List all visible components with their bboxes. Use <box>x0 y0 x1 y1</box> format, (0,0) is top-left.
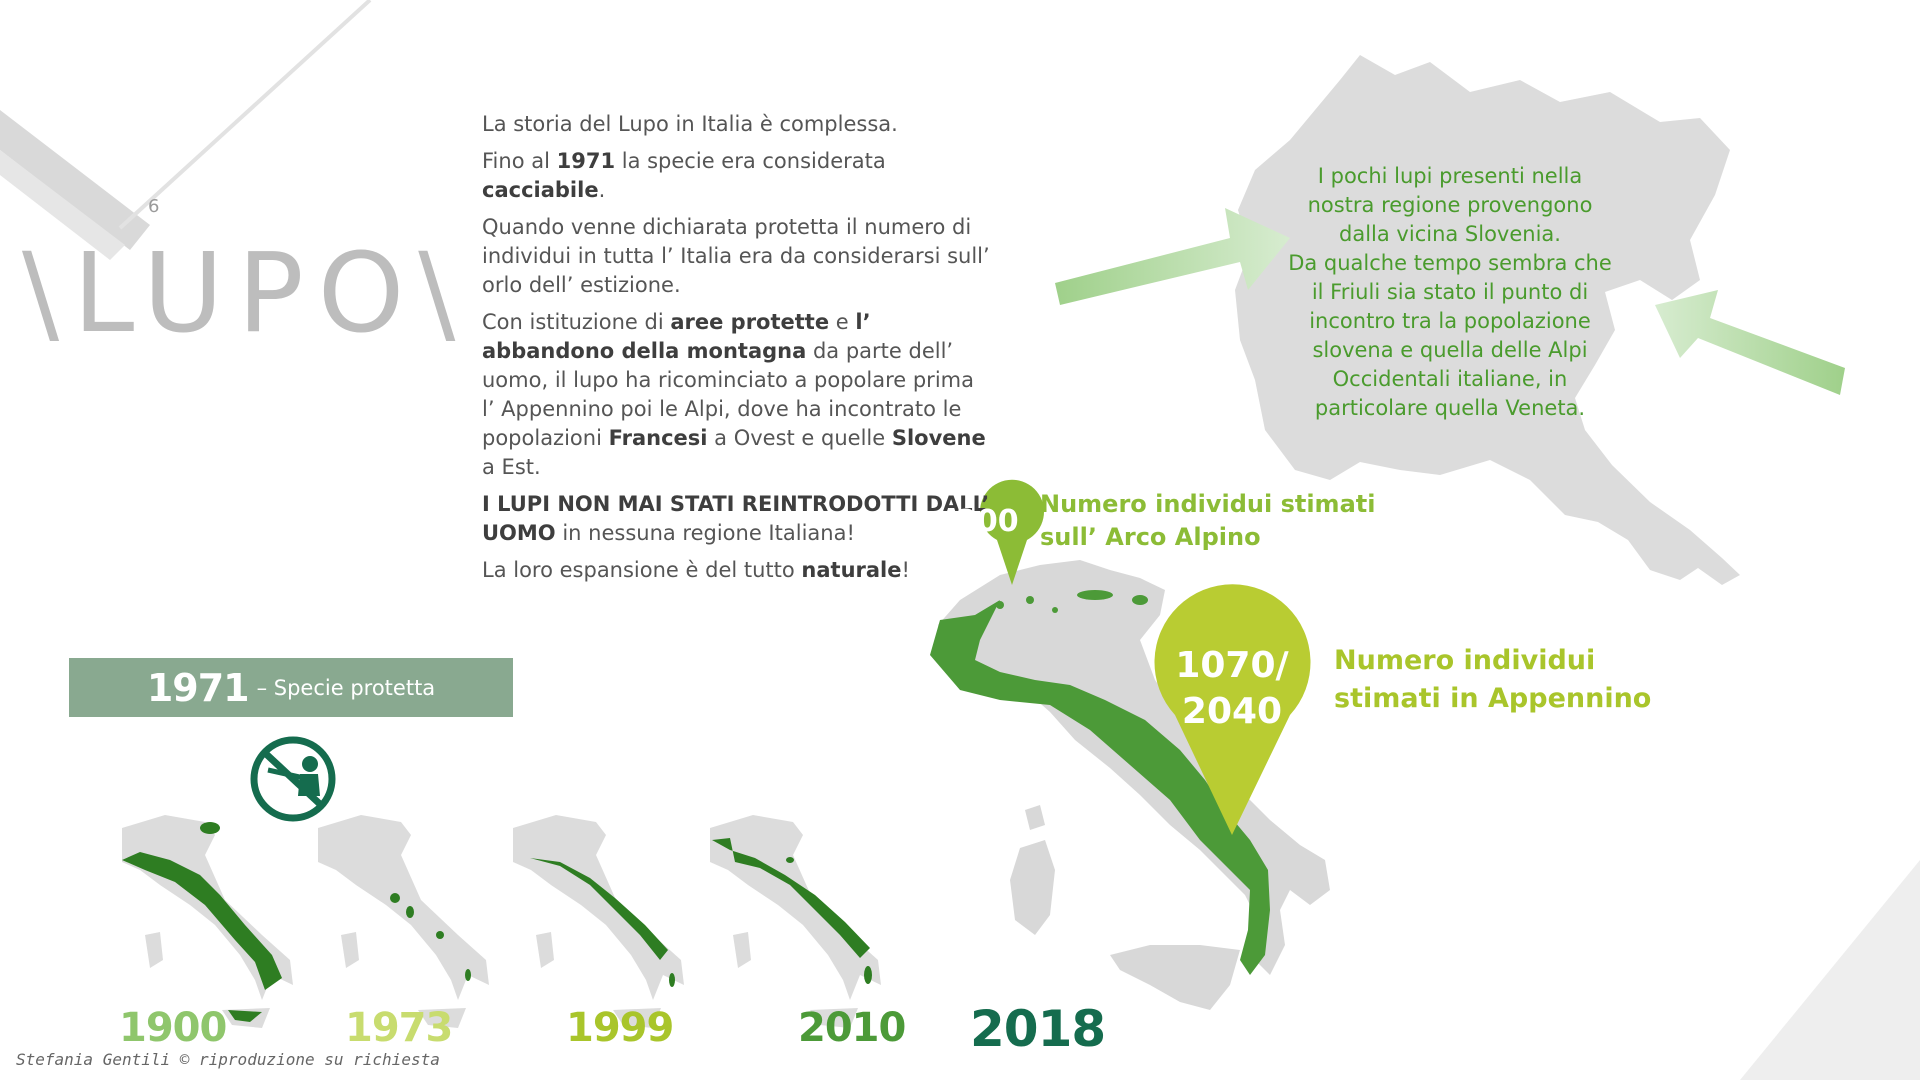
year-1973-label: 1973 <box>345 1005 453 1051</box>
story-p2: Fino al 1971 la specie era considerata cacciabile. <box>482 149 886 202</box>
story-text <box>482 110 992 593</box>
apennine-count: 1070/ 2040 <box>1175 645 1289 732</box>
page-number: 6 <box>148 196 160 217</box>
year-1900-label: 1900 <box>119 1005 227 1051</box>
page-title: \LUPO\ <box>22 229 470 357</box>
friuli-description: I pochi lupi presenti nella nostra regione provengono dalla vicina Slovenia. Da qualche tempo sembra che il Friuli sia stato il punto di incontro tra la popolazione slovena e quella delle Alpi Occidentali italiane, in particolare quella Veneta. <box>1288 164 1612 420</box>
year-1999-label: 1999 <box>566 1005 674 1051</box>
story-p1: La storia del Lupo in Italia è complessa. <box>482 112 898 136</box>
year-2010-label: 2010 <box>798 1005 906 1051</box>
protected-species-banner <box>69 658 513 717</box>
story-p4: Con istituzione di aree protette e l’ abbandono della montagna da parte dell’ uomo, il lupo ha ricominciato a popolare prima l’ Appennino poi le Alpi, dove ha incontrato le popolazioni Francesi a Ovest e quelle Slovene a Est. <box>482 310 986 479</box>
small-map-2010 <box>710 815 881 1028</box>
year-2018-label: 2018 <box>970 1000 1106 1058</box>
story-p3: Quando venne dichiarata protetta il numero di individui in tutta l’ Italia era da considerarsi sull’ orlo dell’ estizione. <box>482 215 990 297</box>
banner-text: – Specie protetta <box>256 675 436 700</box>
small-map-1900 <box>122 815 293 1028</box>
story-p5: I LUPI NON MAI STATI REINTRODOTTI DALL’ UOMO in nessuna regione Italiana! <box>482 492 990 545</box>
no-hunting-icon <box>248 734 338 824</box>
apennine-label: Numero individui stimati in Appennino <box>1334 645 1652 714</box>
story-p6: La loro espansione è del tutto naturale! <box>482 558 910 582</box>
alpine-label: Numero individui stimati sull’ Arco Alpino <box>1040 490 1376 551</box>
banner-year: 1971 <box>146 665 249 710</box>
alpine-count: 200 <box>956 504 1019 539</box>
arrow-east <box>1655 290 1845 395</box>
small-map-1999 <box>513 815 684 1028</box>
small-map-1973 <box>318 815 489 1028</box>
copyright-credit: Stefania Gentili © riproduzione su richiesta <box>16 1050 440 1069</box>
